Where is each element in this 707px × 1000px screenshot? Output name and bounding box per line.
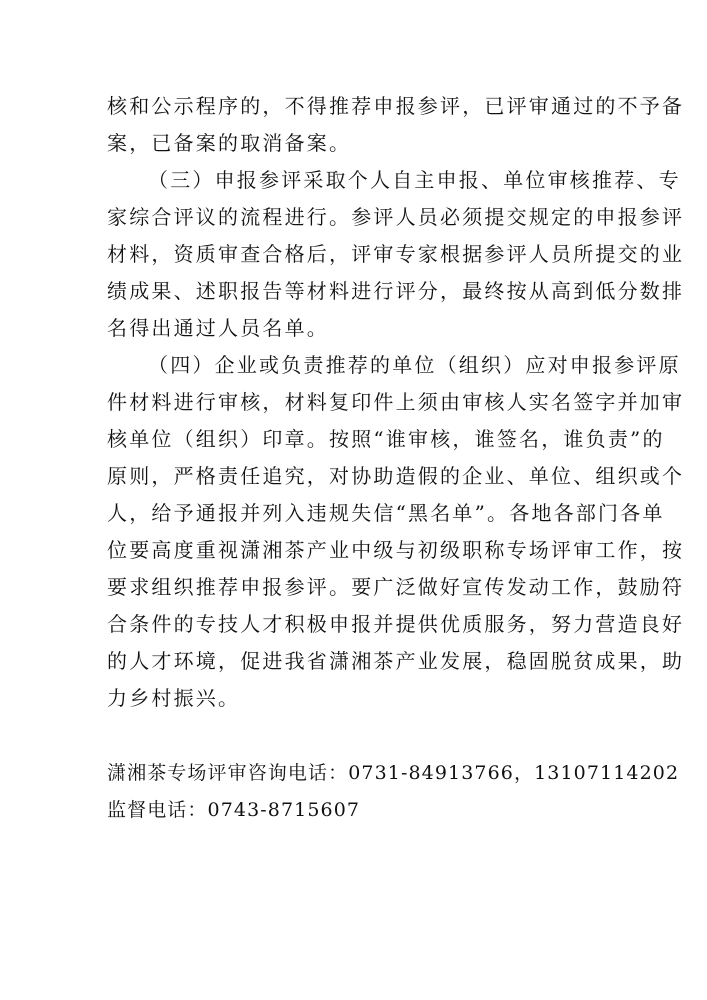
paragraph-line: 名得出通过人员名单。 <box>107 316 329 340</box>
supervision-phone-line: 监督电话：0743-8715607 <box>107 799 361 821</box>
paragraph-line: 绩成果、述职报告等材料进行评分，最终按从高到低分数排 <box>107 279 685 303</box>
paragraph-line: 件材料进行审核，材料复印件上须由审核人实名签字并加审 <box>107 390 685 414</box>
paragraph-line: 核和公示程序的，不得推荐申报参评，已评审通过的不予备 <box>107 94 685 118</box>
paragraph-line: （四）企业或负责推荐的单位（组织）应对申报参评原 <box>148 353 681 377</box>
consult-phone-line: 潇湘茶专场评审咨询电话：0731-84913766，13107114202 <box>107 762 680 784</box>
paragraph-line: 力乡村振兴。 <box>107 686 241 710</box>
paragraph-line: 核单位（组织）印章。按照“谁审核，谁签名，谁负责”的 <box>107 427 665 451</box>
paragraph-line: 人，给予通报并列入违规失信“黑名单”。各地各部门各单 <box>107 501 665 525</box>
paragraph-line: 案，已备案的取消备案。 <box>107 131 352 155</box>
paragraph-line: 材料，资质审查合格后，评审专家根据参评人员所提交的业 <box>107 242 685 266</box>
paragraph-line: 的人才环境，促进我省潇湘茶产业发展，稳固脱贫成果，助 <box>107 649 685 673</box>
paragraph-line: 合条件的专技人才积极申报并提供优质服务，努力营造良好 <box>107 612 685 636</box>
paragraph-line: 要求组织推荐申报参评。要广泛做好宣传发动工作，鼓励符 <box>107 575 685 599</box>
paragraph-line: （三）申报参评采取个人自主申报、单位审核推荐、专 <box>148 168 681 192</box>
paragraph-line: 原则，严格责任追究，对协助造假的企业、单位、组织或个 <box>107 464 685 488</box>
paragraph-line: 家综合评议的流程进行。参评人员必须提交规定的申报参评 <box>107 205 685 229</box>
paragraph-line: 位要高度重视潇湘茶产业中级与初级职称专场评审工作，按 <box>107 538 685 562</box>
